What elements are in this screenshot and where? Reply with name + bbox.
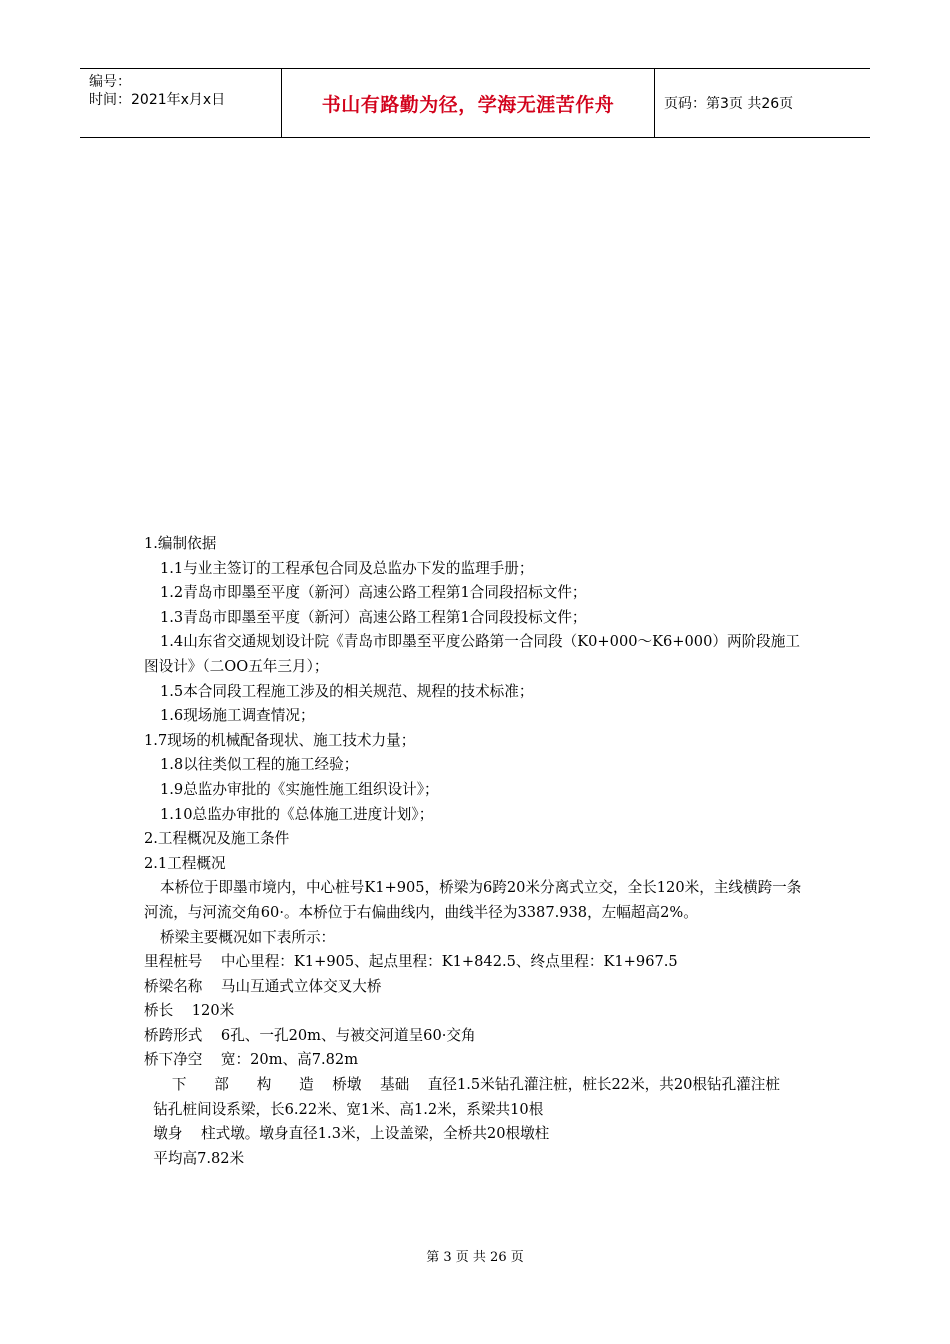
paragraph: 桥梁名称 马山互通式立体交叉大桥 (144, 977, 382, 995)
paragraph: 1.6现场施工调查情况； (160, 707, 315, 725)
paragraph: 桥下净空 宽：20m、高7.82m (144, 1051, 359, 1069)
paragraph: 里程桩号 中心里程：K1+905、起点里程：K1+842.5、终点里程：K1+967.5 (144, 953, 678, 971)
paragraph: 桥梁主要概况如下表所示： (160, 928, 336, 946)
paragraph: 墩身 柱式墩。墩身直径1.3米，上设盖梁，全桥共20根墩柱 (144, 1125, 550, 1143)
paragraph: 1.1与业主签订的工程承包合同及总监办下发的监理手册； (160, 559, 534, 577)
paragraph: 钻孔桩间设系梁，长6.22米、宽1米、高1.2米，系梁共10根 (144, 1100, 544, 1118)
page-header (80, 68, 870, 138)
paragraph: 1.10总监办审批的《总体施工进度计划》； (160, 805, 434, 823)
header-motto: 书山有路勤为径，学海无涯苦作舟 (282, 69, 655, 137)
paragraph: 1.7现场的机械配备现状、施工技术力量； (144, 731, 416, 749)
paragraph: 桥长 120米 (144, 1002, 235, 1020)
paragraph: 本桥位于即墨市境内，中心桩号K1+905，桥梁为6跨20米分离式立交，全长120米，主线横跨一条河流，与河流交角60·。本桥位于右偏曲线内，曲线半径为3387.938，左幅超高2%。 (144, 879, 802, 921)
paragraph: 桥跨形式 6孔、一孔20m、与被交河道呈60·交角 (144, 1026, 476, 1044)
paragraph: 平均高7.82米 (144, 1149, 245, 1167)
paragraph: 1.9总监办审批的《实施性施工组织设计》； (160, 780, 439, 798)
paragraph: 1.8以往类似工程的施工经验； (160, 756, 359, 774)
document-number-label: 编号： (89, 74, 131, 90)
paragraph: 2.1工程概况 (144, 854, 226, 872)
page-footer: 第 3 页 共 26 页 (426, 1250, 524, 1265)
header-meta (80, 69, 282, 137)
header-page-info: 页码：第3页 共26页 (664, 96, 794, 112)
paragraph: 1.2青岛市即墨至平度（新河）高速公路工程第1合同段招标文件； (160, 584, 587, 602)
paragraph: 2.工程概况及施工条件 (144, 830, 290, 848)
paragraph: 下 部 构 造 桥墩 基础 直径1.5米钻孔灌注桩，桩长22米，共20根钻孔灌注桩 (144, 1076, 780, 1094)
paragraph: 1.3青岛市即墨至平度（新河）高速公路工程第1合同段投标文件； (160, 608, 587, 626)
paragraph: 1.编制依据 (144, 535, 217, 552)
paragraph: 1.5本合同段工程施工涉及的相关规范、规程的技术标准； (160, 682, 534, 700)
paragraph: 1.4山东省交通规划设计院《青岛市即墨至平度公路第一合同段（K0+000～K6+000）两阶段施工图设计》（二OO五年三月）； (144, 633, 800, 675)
document-time-label: 时间：2021年x月x日 (89, 92, 226, 108)
document-body (144, 532, 814, 1171)
